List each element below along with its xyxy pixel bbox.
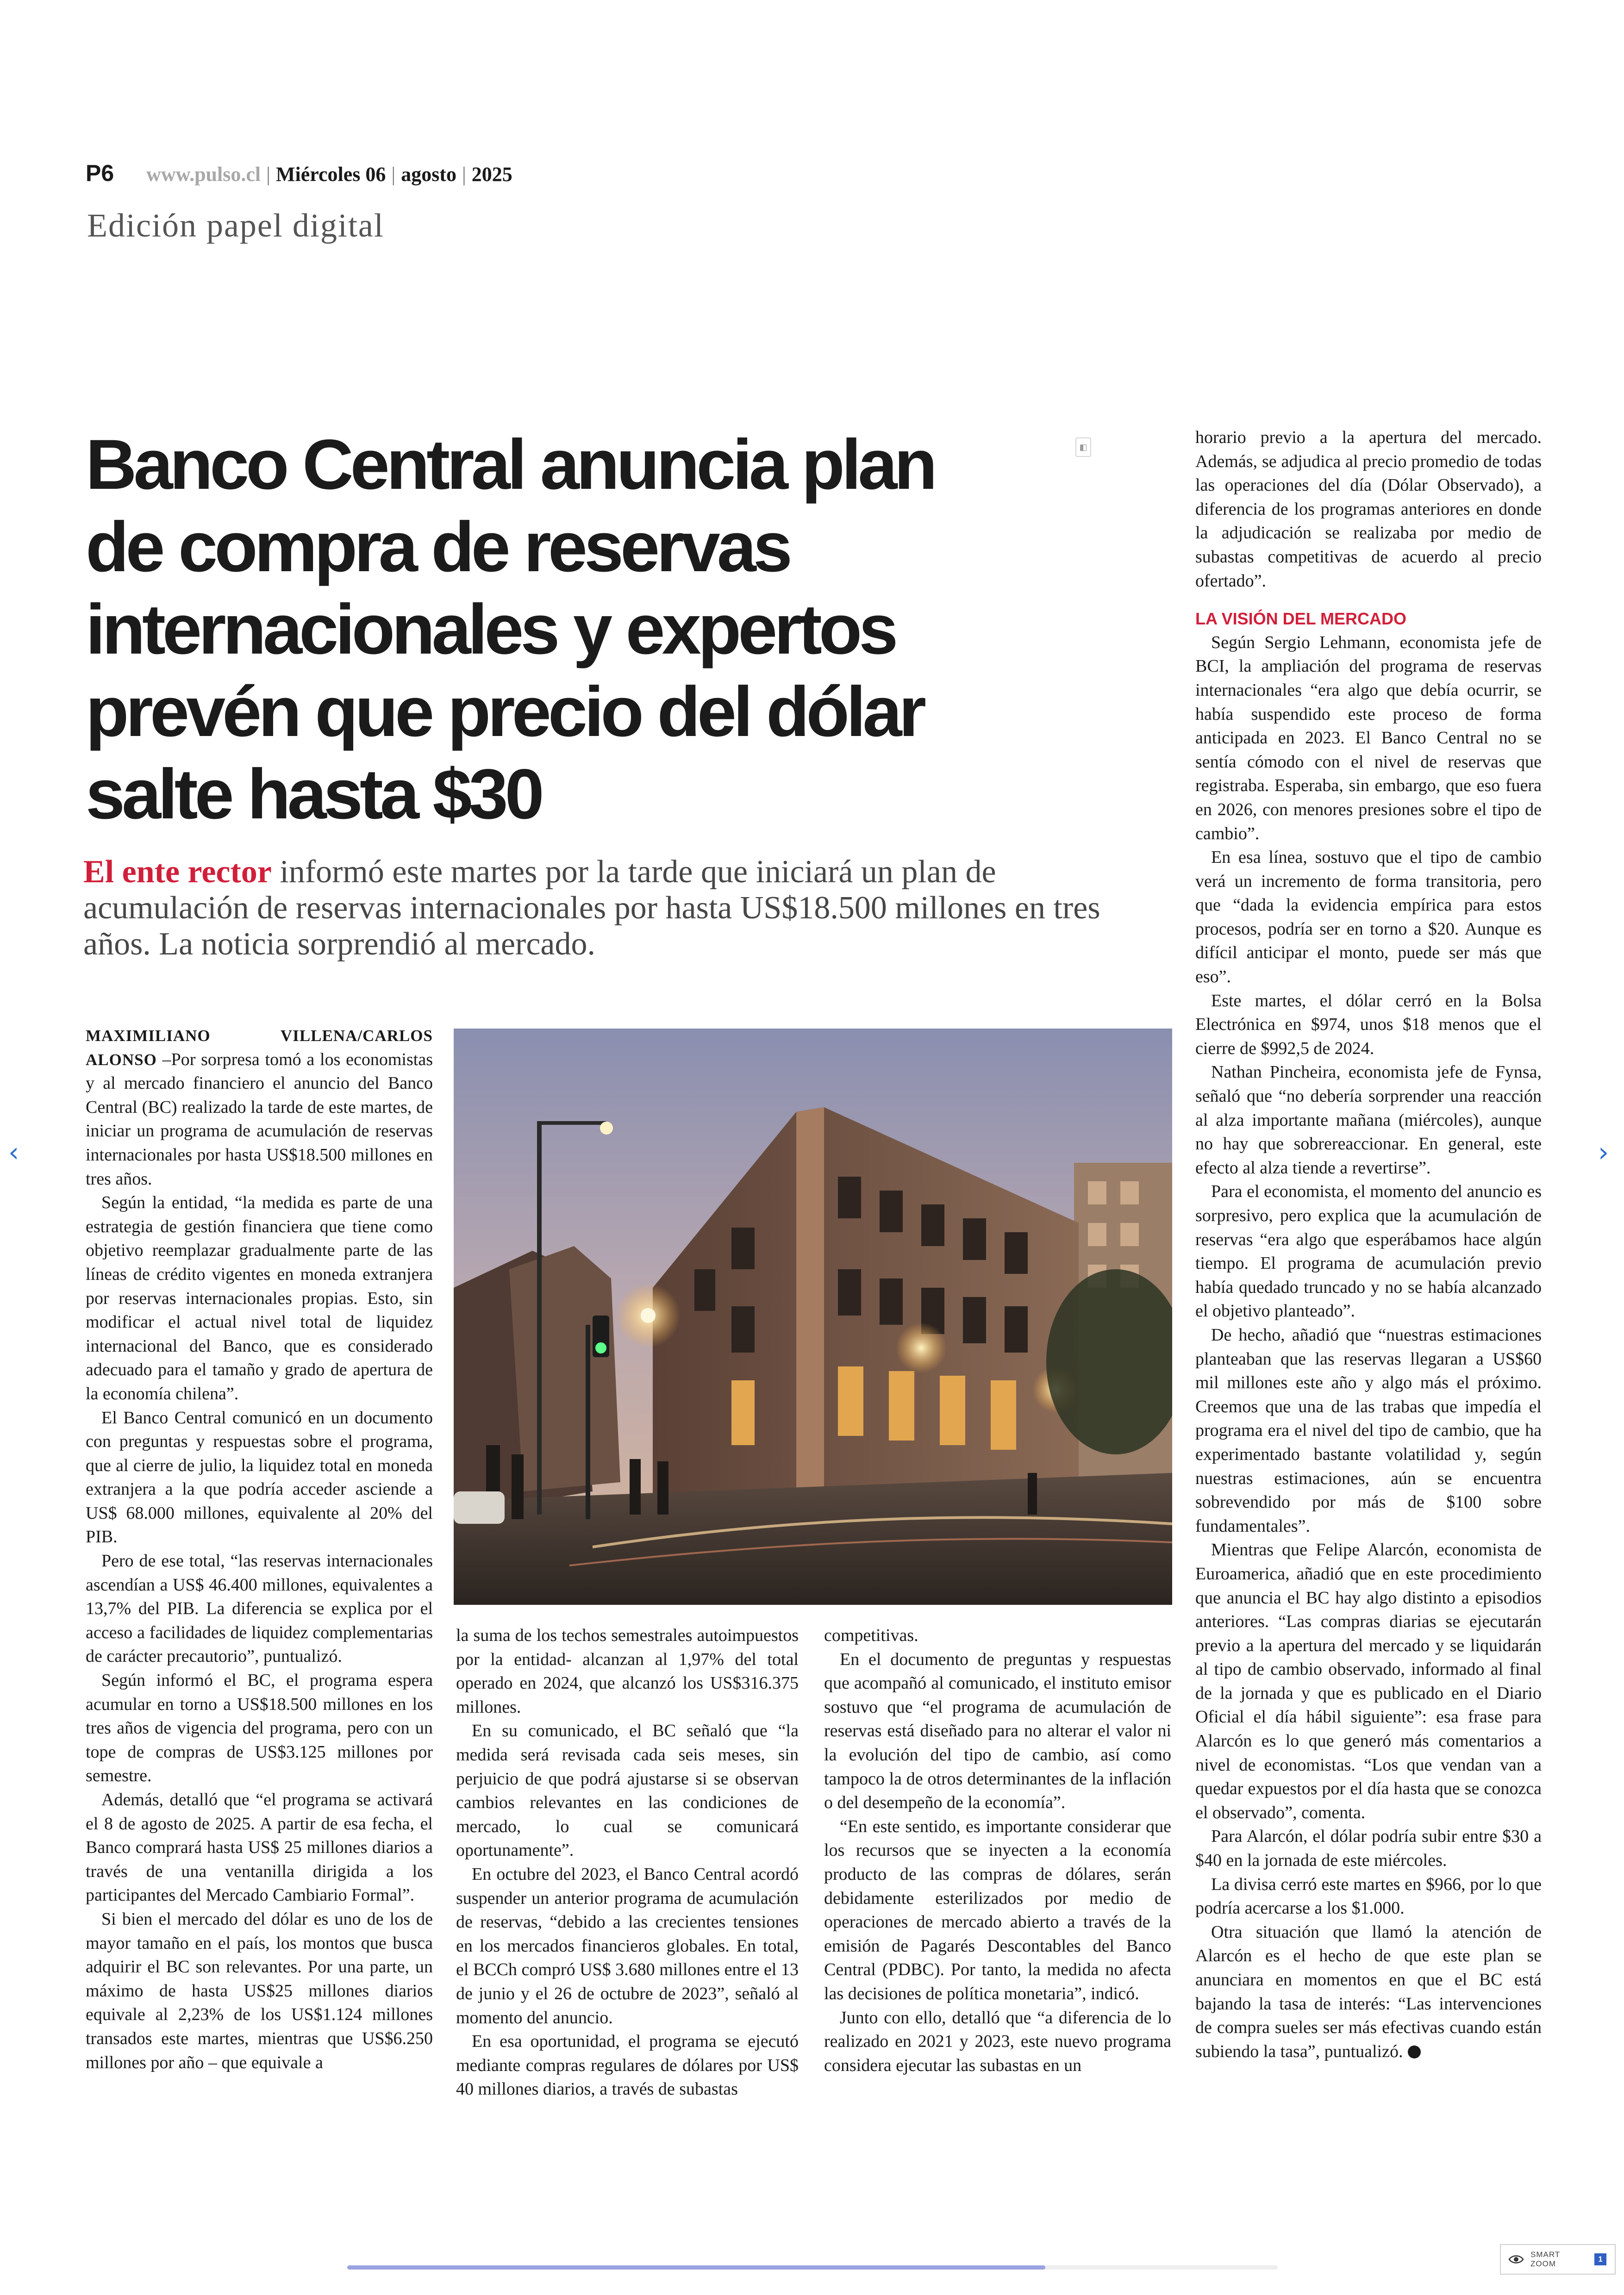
separator: | — [391, 163, 396, 186]
end-of-article-icon — [1408, 2046, 1421, 2058]
article-column-2 — [456, 1624, 799, 2102]
smart-zoom-button[interactable] — [1500, 2244, 1616, 2275]
section-subhead: LA VISIÓN DEL MERCADO — [1195, 609, 1407, 629]
paragraph-text: –Por sorpresa tomó a los economistas y al mercado financiero el anuncio del Banco Central (BC) realizado la tarde de este martes, de iniciar un programa de acumulación de reservas internacionales por hasta US$18.500 millones en tres años. — [86, 1049, 433, 1189]
paragraph: En esa línea, sostuvo que el tipo de cambio verá un incremento de forma transitoria, pero que “dada la evidencia empírica para estos procesos, podría ser en torno a $20. Aunque es difícil anticipar el monto, puede ser más que eso”. — [1195, 848, 1542, 987]
page-header — [86, 160, 512, 187]
paragraph: “En este sentido, es importante considerar que los recursos que se inyecten a la economía producto de las compras de dólares, serán debidamente esterilizados por medio de operaciones de mercado abierto a través de la emisión de Pagarés Descontables del Banco Central (PDBC). Por tanto, la medida no afecta las decisiones de política monetaria”, indicó. — [824, 1816, 1171, 2003]
paragraph: Para Alarcón, el dólar podría subir entre $30 a $40 en la jornada de este miércoles. — [1195, 1827, 1542, 1871]
lede-text: informó este martes por la tarde que iniciará un plan de acumulación de reservas internacionales por hasta US$18.500 millones en tres años. La noticia sorprendió al mercado. — [83, 854, 1100, 962]
paragraph: En el documento de preguntas y respuestas que acompañó al comunicado, el instituto emisor sostuvo que “el programa de acumulación de reservas está diseñado para no alterar el valor ni la evolución del tipo de cambio, así como tampoco la de otros determinantes de la inflación o del desempeño de la economía”. — [824, 1649, 1171, 1813]
article-column-1 — [86, 1024, 433, 2075]
byline-paragraph — [86, 1024, 433, 1191]
page-scrollbar[interactable] — [347, 2265, 1278, 2270]
site-url[interactable]: www.pulso.cl — [146, 163, 261, 186]
separator: | — [462, 163, 466, 186]
headline-line: internacionales y expertos — [86, 590, 895, 669]
page-number: P6 — [86, 160, 114, 186]
paragraph: En su comunicado, el BC señaló que “la medida será revisada cada seis meses, sin perjuicio de que podrá ajustarse si se observan cambios relevantes en las condiciones de mercado, lo cual se comunicará oportunamente”. — [456, 1721, 799, 1860]
paragraph: horario previo a la apertura del mercado. Además, se adjudica al precio promedio de todas las operaciones del día (Dólar Observado), a diferencia de los programas anteriores en donde la adjudicación se realizaba por medio de subastas competitivas de acuerdo al precio ofertado”. — [1195, 428, 1542, 591]
paragraph: Junto con ello, detalló que “a diferencia de lo realizado en 2021 y 2023, este nuevo programa considera ejecutar las subastas en un — [824, 2008, 1171, 2075]
article-lede — [83, 854, 1130, 962]
smart-zoom-badge: 1 — [1594, 2253, 1606, 2265]
paragraph: Según la entidad, “la medida es parte de una estrategia de gestión financiera que tiene como objetivo reemplazar gradualmente parte de las líneas de crédito vigentes en moneda extranjera por reservas internacionales propias. Esto, sin modificar el actual nivel total de liquidez internacional del Banco, que es considerado adecuado para el tamaño y grado de apertura de la economía chilena”. — [86, 1193, 433, 1403]
paragraph: El Banco Central comunicó en un documento con preguntas y respuestas sobre el programa, que al cierre de julio, la liquidez total en moneda extranjera a la que podría acceder asciende a US$ 68.000 millones, equivalente al 20% del PIB. — [86, 1408, 433, 1547]
paragraph: Según informó el BC, el programa espera acumular en torno a US$18.500 millones en los tres años de vigencia del programa, pero con un tope de compras de US$3.125 millones por semestre. — [86, 1671, 433, 1786]
paragraph: Pero de ese total, “las reservas internacionales ascendían a US$ 46.400 millones, equivalentes a 13,7% del PIB. La diferencia se explica por el acceso a facilidades de liquidez complementarias de carácter precautorio”, puntualizó. — [86, 1551, 433, 1666]
paragraph: Este martes, el dólar cerró en la Bolsa Electrónica en $974, unos $18 menos que el cierre de $992,5 de 2024. — [1195, 991, 1542, 1058]
smart-zoom-label-line: SMART — [1530, 2250, 1561, 2259]
paragraph: La divisa cerró este martes en $966, por lo que podría acercarse a los $1.000. — [1195, 1874, 1542, 1918]
article-headline — [86, 424, 1035, 836]
article-column-4 — [1195, 426, 1542, 2064]
previous-page-button[interactable]: ‹ — [8, 1136, 19, 1168]
lede-lead: El ente rector — [83, 854, 272, 890]
page-scrollbar-thumb[interactable] — [347, 2265, 1045, 2270]
article-column-3 — [824, 1624, 1171, 2077]
paragraph: Para el economista, el momento del anuncio es sorpresivo, pero explica que la acumulación de reservas “era algo que esperábamos hace algún tiempo. El programa de acumulación previo había quedado truncado y no se había alcanzado el objetivo planteado”. — [1195, 1182, 1542, 1321]
paragraph: En esa oportunidad, el programa se ejecutó mediante compras regulares de dólares por US$ 40 millones diarios, a través de subastas — [456, 2032, 799, 2099]
paragraph-text: Otra situación que llamó la atención de Alarcón es el hecho de que este plan se anunciara en momentos en que el BC está bajando la tasa de interés: “Las intervenciones de compra sueles ser más efectivas cuando están subiendo la tasa”, puntualizó. — [1195, 1922, 1542, 2061]
date-year: 2025 — [471, 163, 512, 186]
paragraph: En octubre del 2023, el Banco Central acordó suspender un anterior programa de acumulación de reservas, “debido a las crecientes tensiones en los mercados financieros globales. En total, el BCCh compró US$ 3.680 millones entre el 13 de junio y el 26 de octubre de 2023”, señaló al momento del anuncio. — [456, 1864, 799, 2027]
next-page-button[interactable]: › — [1598, 1136, 1609, 1168]
paragraph: competitivas. — [824, 1626, 918, 1645]
headline-line: de compra de reservas — [86, 507, 789, 586]
edition-label: Edición papel digital — [87, 207, 384, 244]
smart-zoom-label — [1530, 2250, 1586, 2269]
paragraph: Si bien el mercado del dólar es uno de los de mayor tamaño en el país, los montos que busca adquirir el BC son relevantes. Por una parte, un máximo de hasta US$25 millones diarios equivale al 2,23% de los US$1.124 millones transados este martes, mientras que US$6.250 millones por año – que equivale a — [86, 1909, 433, 2072]
headline-line: prevén que precio del dólar — [86, 672, 924, 751]
eye-icon — [1508, 2254, 1524, 2264]
paragraph: De hecho, añadió que “nuestras estimaciones planteaban que las reservas llegaran a US$60 mil millones este año y algo más el próximo. Creemos que una de las trabas que impedía el programa era el nivel del tipo de cambio, que ha experimentado bastante volatilidad y, según nuestras estimaciones, aún se encuentra sobrevendido por más de $100 sobre fundamentales”. — [1195, 1325, 1542, 1536]
paragraph-last — [1195, 1921, 1542, 2064]
headline-line: salte hasta $30 — [86, 755, 541, 834]
separator: | — [266, 163, 270, 186]
date-month: agosto — [401, 163, 456, 186]
date-weekday: Miércoles 06 — [275, 163, 386, 186]
headline-line: Banco Central anuncia plan — [86, 425, 934, 504]
byline: MAXIMILIANO VILLENA/CARLOS ALONSO — [86, 1027, 433, 1069]
paragraph: Además, detalló que “el programa se activará el 8 de agosto de 2025. A partir de esa fecha, el Banco comprará hasta US$ 25 millones diarios a través de una ventanilla dirigida a los participantes del Mercado Cambiario Formal”. — [86, 1790, 433, 1905]
paragraph: Según Sergio Lehmann, economista jefe de BCI, la ampliación del programa de reservas internacionales “era algo que debía ocurrir, se había suspendido este proceso de forma anticipada en 2023. El Banco Central no se sentía cómodo con el nivel de reservas que registraba. Esperaba, sin embargo, que eso fuera en 2026, con menores presiones sobre el tipo de cambio”. — [1195, 632, 1542, 843]
paragraph: la suma de los techos semestrales autoimpuestos por la entidad- alcanzan al 1,97% del total operado en 2024, que alcanzó los US$316.375 millones. — [456, 1626, 799, 1717]
paragraph: Mientras que Felipe Alarcón, economista de Euroamerica, añadió que en este procedimiento que anuncia el BC hay algo distinto a episodios anteriores. “Las compras diarias se ejecutarán previo a la apertura del mercado y se liquidarán al tipo de cambio observado, informado al final de la jornada y que es publicado en el Diario Oficial el día hábil siguiente”: esa frase para Alarcón es lo que generó más comentarios a nivel de economistas. “Los que vendan van a quedar expuestos por el día hasta que se conozca el observado”, comenta. — [1195, 1540, 1542, 1822]
hotspot-marker-icon[interactable]: ◧ — [1075, 437, 1091, 457]
article-photo-banco-central-building — [454, 1029, 1172, 1605]
smart-zoom-label-line: ZOOM — [1530, 2259, 1556, 2268]
paragraph: Nathan Pincheira, economista jefe de Fynsa, señaló que “no debería sorprender una reacción al alza importante mañana (miércoles), aunque no hay que sobrereaccionar. En general, este efecto al alza tiende a revertirse”. — [1195, 1062, 1542, 1178]
